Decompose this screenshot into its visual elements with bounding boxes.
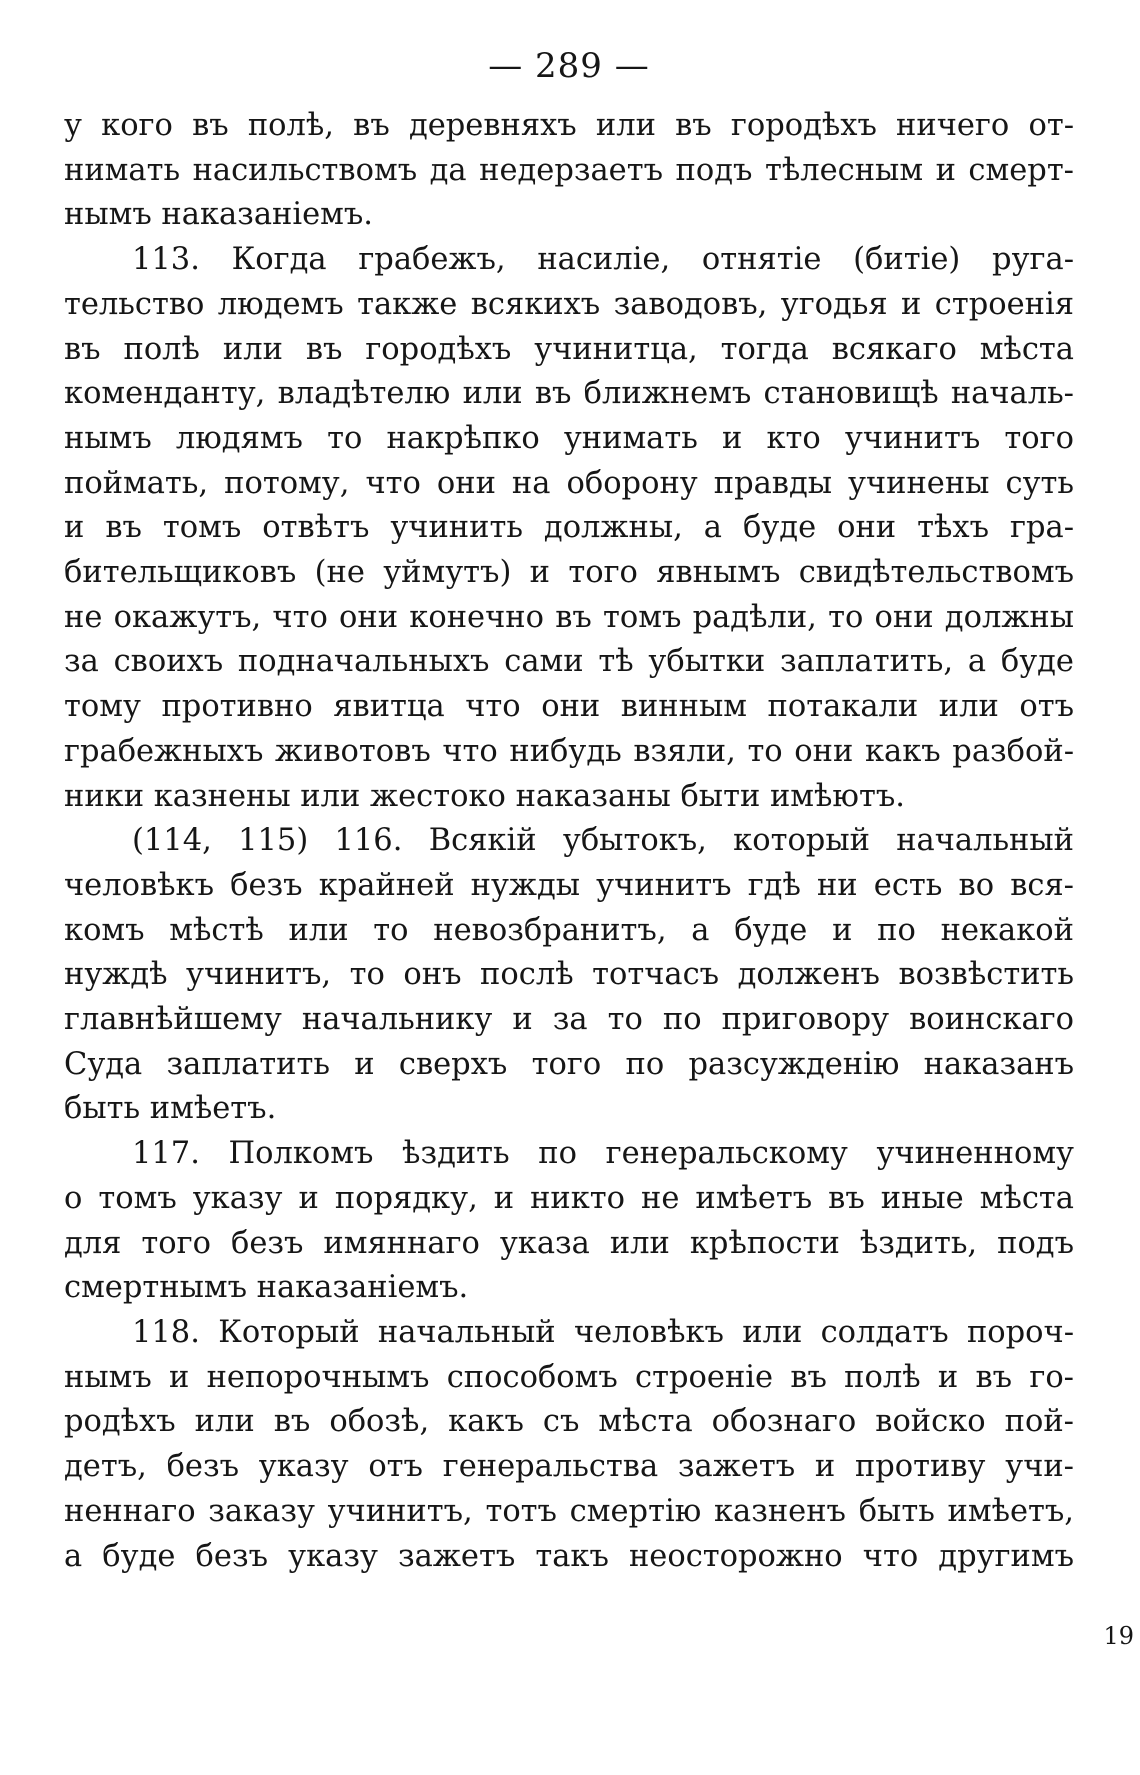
text-line: и въ томъ отвѣтъ учинить должны, а буде они тѣхъ гра- — [64, 510, 1074, 546]
text-line: нымъ и непорочнымъ способомъ строеніе въ полѣ и въ го- — [64, 1359, 1074, 1395]
text-line: грабежныхъ животовъ что нибудь взяли, то они какъ разбой- — [64, 733, 1074, 769]
text-line: нымъ людямъ то накрѣпко унимать и кто учинитъ того — [64, 420, 1074, 456]
signature-mark: 19 — [1103, 1622, 1134, 1650]
text-line: смертнымъ наказаніемъ. — [64, 1270, 469, 1306]
text-line: ники казнены или жестоко наказаны быти имѣютъ. — [64, 778, 905, 814]
text-line: тельство людемъ также всякихъ заводовъ, угодья и строенія — [64, 286, 1074, 322]
body-text — [64, 104, 1074, 1579]
text-line: въ полѣ или въ городѣхъ учинитца, тогда всякаго мѣста — [64, 331, 1074, 367]
text-line: детъ, безъ указу отъ генеральства зажетъ и противу учи- — [64, 1449, 1074, 1485]
text-line: человѣкъ безъ крайней нужды учинитъ гдѣ ни есть во вся- — [64, 867, 1074, 903]
text-line: комъ мѣстѣ или то невозбранитъ, а буде и по некакой — [64, 912, 1074, 948]
text-line: быть имѣетъ. — [64, 1091, 277, 1127]
text-line: нуждѣ учинитъ, то онъ послѣ тотчасъ долженъ возвѣстить — [64, 957, 1074, 993]
text-line: Суда заплатить и сверхъ того по разсужденію наказанъ — [64, 1046, 1074, 1082]
text-line: неннаго заказу учинитъ, тотъ смертію казненъ быть имѣетъ, — [64, 1493, 1074, 1529]
text-line: (114, 115) 116. Всякій убытокъ, который начальный — [132, 823, 1074, 859]
text-line: тому противно явитца что они винным потакали или отъ — [64, 689, 1074, 725]
text-line: бительщиковъ (не уймутъ) и того явнымъ свидѣтельствомъ — [64, 555, 1074, 591]
page-number: — 289 — — [488, 46, 650, 86]
text-line: для того безъ имяннаго указа или крѣпости ѣздить, подъ — [64, 1225, 1074, 1261]
text-line: 118. Который начальный человѣкъ или солдатъ пороч- — [132, 1314, 1074, 1350]
text-line: а буде безъ указу зажетъ такъ неосторожно что другимъ — [64, 1538, 1074, 1574]
text-line: за своихъ подначальныхъ сами тѣ убытки заплатить, а буде — [64, 644, 1074, 680]
text-line: нымъ наказаніемъ. — [64, 197, 373, 233]
book-page — [64, 46, 1074, 1579]
text-line: нимать насильствомъ да недерзаетъ подъ тѣлесным и смерт- — [64, 152, 1074, 188]
text-line: родѣхъ или въ обозѣ, какъ съ мѣста обознаго войско пой- — [64, 1404, 1074, 1440]
text-line: 117. Полкомъ ѣздить по генеральскому учиненному — [132, 1136, 1074, 1172]
text-line: 113. Когда грабежъ, насиліе, отнятіе (битіе) руга- — [132, 242, 1074, 278]
text-line: коменданту, владѣтелю или въ ближнемъ становищѣ началь- — [64, 376, 1074, 412]
text-line: о томъ указу и порядку, и никто не имѣетъ въ иные мѣста — [64, 1180, 1074, 1216]
text-line: у кого въ полѣ, въ деревняхъ или въ городѣхъ ничего от- — [64, 108, 1074, 143]
text-line: не окажутъ, что они конечно въ томъ радѣли, то они должны — [64, 599, 1074, 635]
text-line: главнѣйшему начальнику и за то по приговору воинскаго — [64, 1002, 1074, 1038]
text-line: поймать, потому, что они на оборону правды учинены суть — [64, 465, 1074, 501]
